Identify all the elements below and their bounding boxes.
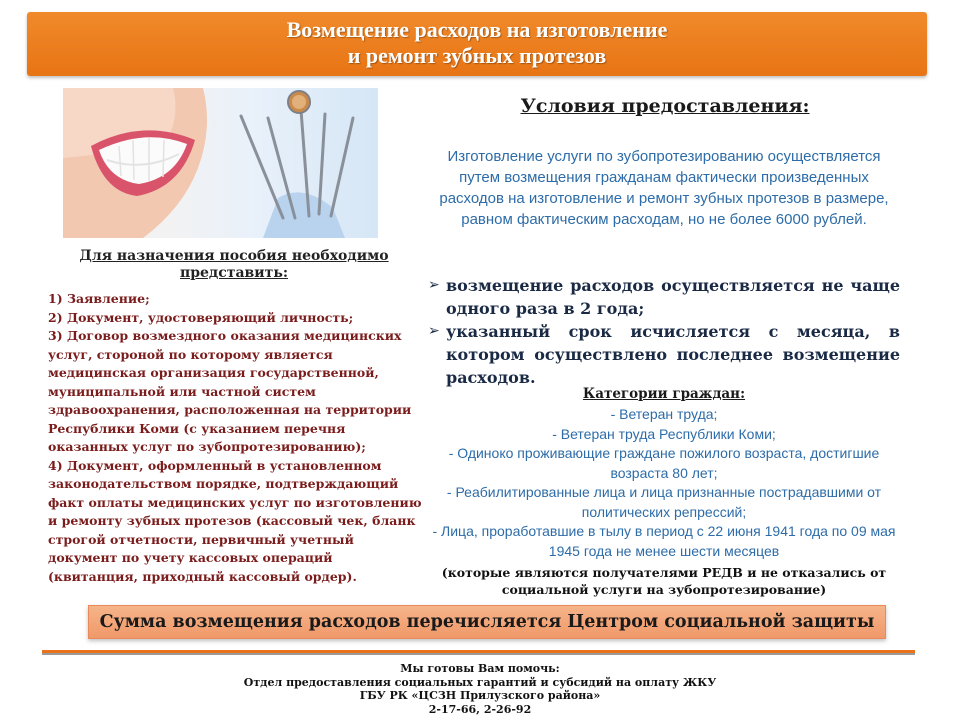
requirement-item: 1) Заявление; (48, 291, 150, 306)
footer-phones: 2-17-66, 2-26-92 (428, 702, 532, 716)
header-title-line2: и ремонт зубных протезов (347, 43, 607, 68)
condition-bullet-text: возмещение расходов осуществляется не чаще одного раза в 2 года; (446, 276, 900, 318)
reimbursement-banner: Сумма возмещения расходов перечисляется Центром социальной защиты (88, 605, 886, 639)
footer-contacts (150, 662, 810, 716)
arrow-bullet-icon: ➢ (428, 323, 440, 339)
categories-title: Категории граждан: (582, 386, 746, 402)
footer-line: Мы готовы Вам помочь: (400, 662, 560, 675)
dental-photo-illustration (63, 88, 378, 238)
header-banner (27, 12, 927, 76)
condition-bullet (428, 274, 900, 320)
conditions-text: Изготовление услуги по зубопротезированию осуществляется путем возмещения гражданам фактически произведенных расходов на изготовление и ремонт зубных протезов в размере, равном фактическим расходам, но не более 6000 рублей. (439, 148, 889, 228)
requirement-item: 2) Документ, удостоверяющий личность; (48, 309, 354, 325)
condition-bullet (428, 320, 900, 389)
header-title-line1: Возмещение расходов на изготовление (286, 17, 668, 42)
footer-line: ГБУ РК «ЦСЗН Прилузского района» (359, 689, 601, 702)
conditions-bullets (428, 274, 900, 389)
requirements-title: Для назначения пособия необходимо представить: (79, 248, 389, 281)
categories-note: (которые являются получателями РЕДВ и не отказались от социальной услуги на зубопротезирование) (441, 565, 887, 597)
category-item: - Лица, проработавшие в тылу в период с 22 июня 1941 года по 09 мая 1945 года не менее шести месяцев (432, 523, 896, 559)
footer-line: Отдел предоставления социальных гарантий и субсидий на оплату ЖКУ (243, 675, 717, 689)
requirements-list (48, 290, 426, 586)
dental-smile-and-tools-photo (63, 88, 378, 238)
footer-divider-shadow (42, 653, 915, 655)
requirement-item: 4) Документ, оформленный в установленном законодательством порядке, подтверждающий факт оплаты медицинских услуг по изготовлению и ремонту зубных протезов (кассовый чек, бланк строгой отчетности, первичный учетный документ по учету кассовых операций (квитанция, приходный кассовый ордер). (48, 457, 422, 584)
condition-bullet-text: указанный срок исчисляется с месяца, в котором осуществлено последнее возмещение расходов. (446, 322, 900, 387)
category-item: - Ветеран труда Республики Коми; (552, 425, 776, 442)
category-item: - Одиноко проживающие граждане пожилого возраста, достигшие возраста 80 лет; (448, 445, 880, 481)
categories-list (428, 405, 900, 561)
conditions-title: Условия предоставления: (520, 95, 810, 117)
category-item: - Реабилитированные лица и лица признанные пострадавшими от политических репрессий; (446, 484, 882, 520)
requirement-item: 3) Договор возмездного оказания медицинских услуг, стороной по которому является медицинская организация государственной, муниципальной или частной систем здравоохранения, расположенная на территории Республики Коми (с указанием перечня оказанных услуг по зубопротезированию); (48, 328, 412, 454)
arrow-bullet-icon: ➢ (428, 277, 440, 293)
category-item: - Ветеран труда; (610, 406, 718, 422)
